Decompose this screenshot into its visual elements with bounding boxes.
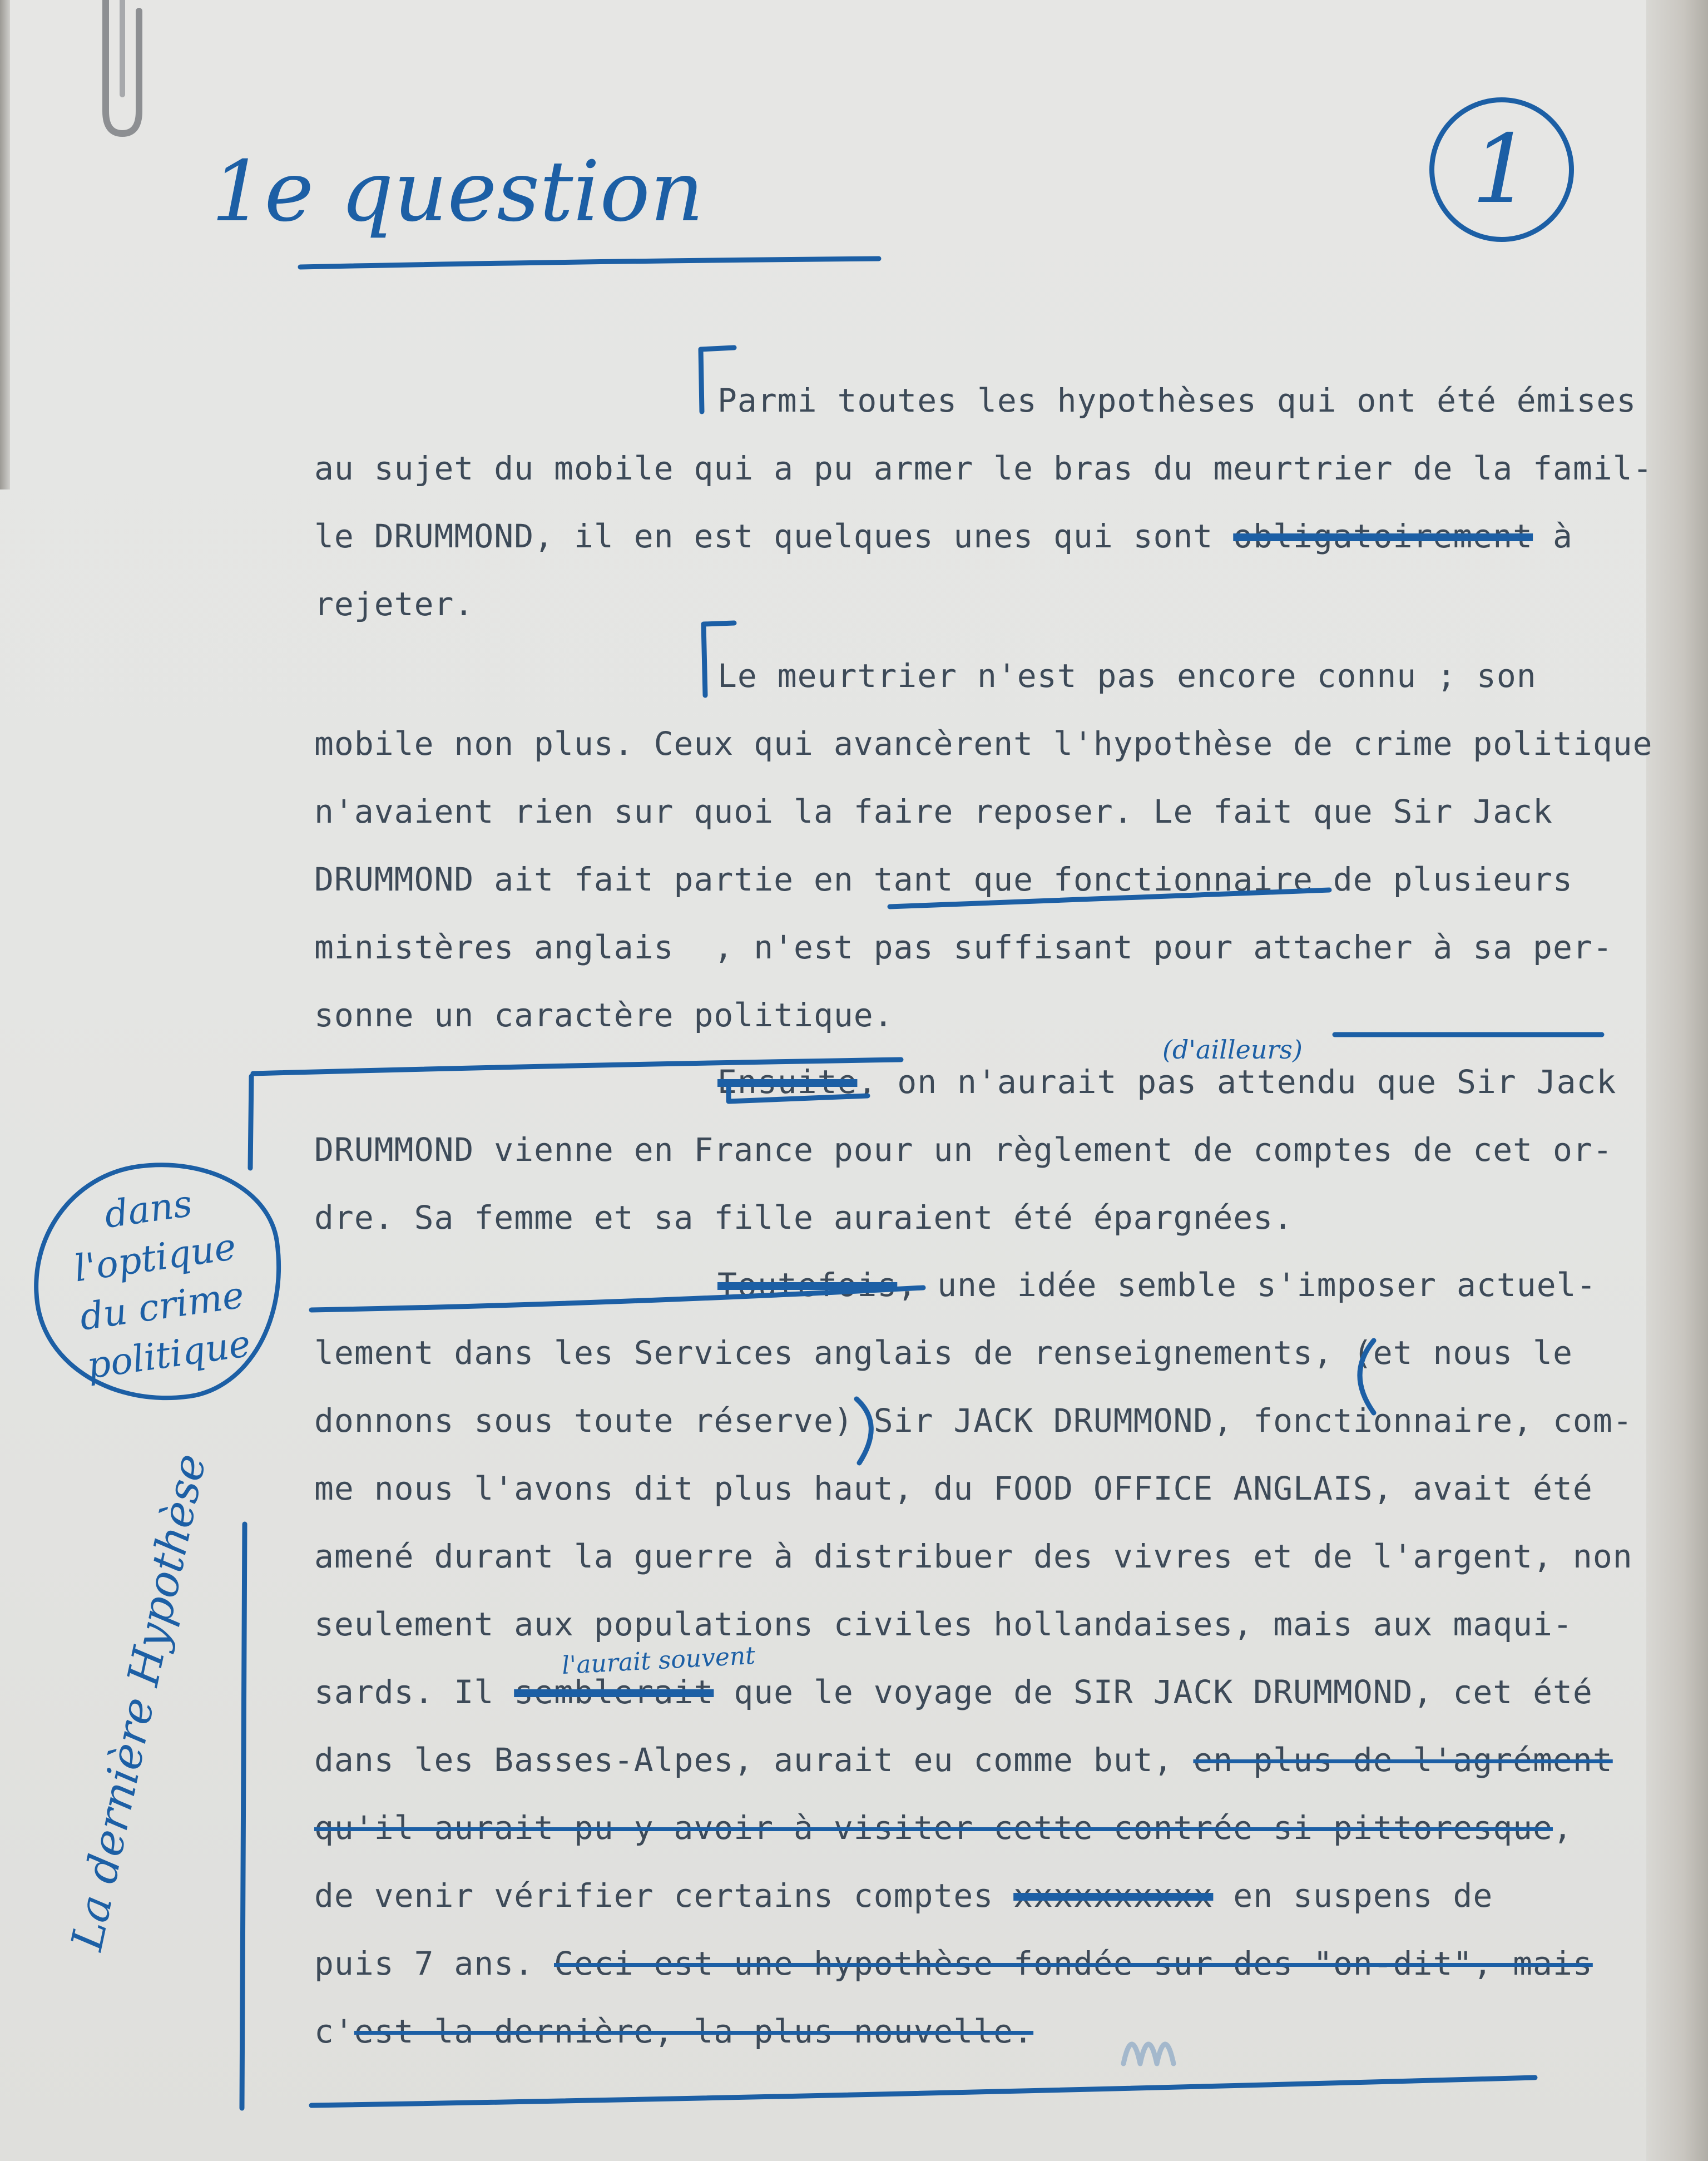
typed-line: puis 7 ans. Ceci est une hypothèse fondée sur des "on-dit", mais bbox=[314, 1945, 1593, 1982]
struck-text: en plus de l'agrément bbox=[1193, 1741, 1613, 1779]
typed-line: Ensuite, on n'aurait pas attendu que Sir Jack bbox=[717, 1063, 1617, 1101]
typed-line: DRUMMOND vienne en France pour un règlement de comptes de cet or- bbox=[314, 1131, 1613, 1169]
struck-text: Ceci est une hypothèse fondée sur des "on-dit", mais bbox=[554, 1945, 1593, 1982]
typed-line: lement dans les Services anglais de renseignements, (et nous le bbox=[314, 1334, 1573, 1372]
struck-text: qu'il aurait pu y avoir à visiter cette contrée si pittoresque bbox=[314, 1809, 1553, 1847]
typed-line: Parmi toutes les hypothèses qui ont été émises bbox=[717, 382, 1637, 419]
binding-edge bbox=[0, 0, 10, 489]
annotation-dailleurs: (d'ailleurs) bbox=[1162, 1035, 1303, 1065]
margin-note-hypothese-text: La dernière Hypothèse bbox=[62, 1450, 216, 1955]
stacked-pages-edge bbox=[1646, 0, 1708, 2161]
typed-line: me nous l'avons dit plus haut, du FOOD OFFICE ANGLAIS, avait été bbox=[314, 1470, 1593, 1507]
typed-line: le DRUMMOND, il en est quelques unes qui sont obligatoirement à bbox=[314, 517, 1573, 555]
paperclip-icon bbox=[83, 0, 150, 145]
circled-page-number: 1 bbox=[1429, 97, 1574, 242]
typed-line: Le meurtrier n'est pas encore connu ; son bbox=[717, 657, 1537, 695]
margin-note-optique-text: dans l'optique du crime politique bbox=[71, 1181, 254, 1387]
typed-line: n'avaient rien sur quoi la faire reposer. Le fait que Sir Jack bbox=[314, 793, 1553, 830]
annotation-laurait-souvent: l'aurait souvent bbox=[561, 1641, 756, 1680]
typed-line: DRUMMOND ait fait partie en tant que fonctionnaire de plusieurs bbox=[314, 861, 1573, 898]
typed-line: de venir vérifier certains comptes xxxxxxxxxx en suspens de bbox=[314, 1877, 1493, 1915]
typed-line: ministères anglais , n'est pas suffisant pour attacher à sa per- bbox=[314, 928, 1613, 966]
typed-line: donnons sous toute réserve) Sir JACK DRUMMOND, fonctionnaire, com- bbox=[314, 1402, 1633, 1440]
struck-text: xxxxxxxxxx bbox=[1013, 1877, 1214, 1915]
typed-line: dans les Basses-Alpes, aurait eu comme but, en plus de l'agrément bbox=[314, 1741, 1613, 1779]
typed-line: Toutefois, une idée semble s'imposer actuel- bbox=[717, 1266, 1597, 1304]
typed-line: au sujet du mobile qui a pu armer le bras du meurtrier de la famil- bbox=[314, 449, 1653, 487]
typed-line: sards. Il semblerait que le voyage de SIR JACK DRUMMOND, cet été bbox=[314, 1673, 1593, 1711]
typed-line: qu'il aurait pu y avoir à visiter cette contrée si pittoresque, bbox=[314, 1809, 1573, 1847]
typed-line: sonne un caractère politique. bbox=[314, 996, 894, 1034]
typed-line: rejeter. bbox=[314, 585, 474, 623]
struck-text: Ensuite bbox=[717, 1063, 858, 1101]
struck-text: est la dernière, la plus nouvelle. bbox=[354, 2012, 1034, 2050]
struck-text: semblerait bbox=[514, 1673, 714, 1711]
struck-text: Toutefois bbox=[717, 1266, 898, 1304]
typed-line: seulement aux populations civiles hollandaises, mais aux maqui- bbox=[314, 1605, 1573, 1643]
struck-text: obligatoirement bbox=[1233, 517, 1533, 555]
typed-line: amené durant la guerre à distribuer des vivres et de l'argent, non bbox=[314, 1537, 1633, 1575]
handwritten-heading: 1e question bbox=[211, 144, 704, 240]
typed-line: c'est la dernière, la plus nouvelle. bbox=[314, 2012, 1034, 2050]
typed-line: mobile non plus. Ceux qui avancèrent l'hypothèse de crime politique bbox=[314, 725, 1653, 763]
typed-line: dre. Sa femme et sa fille auraient été épargnées. bbox=[314, 1199, 1294, 1237]
